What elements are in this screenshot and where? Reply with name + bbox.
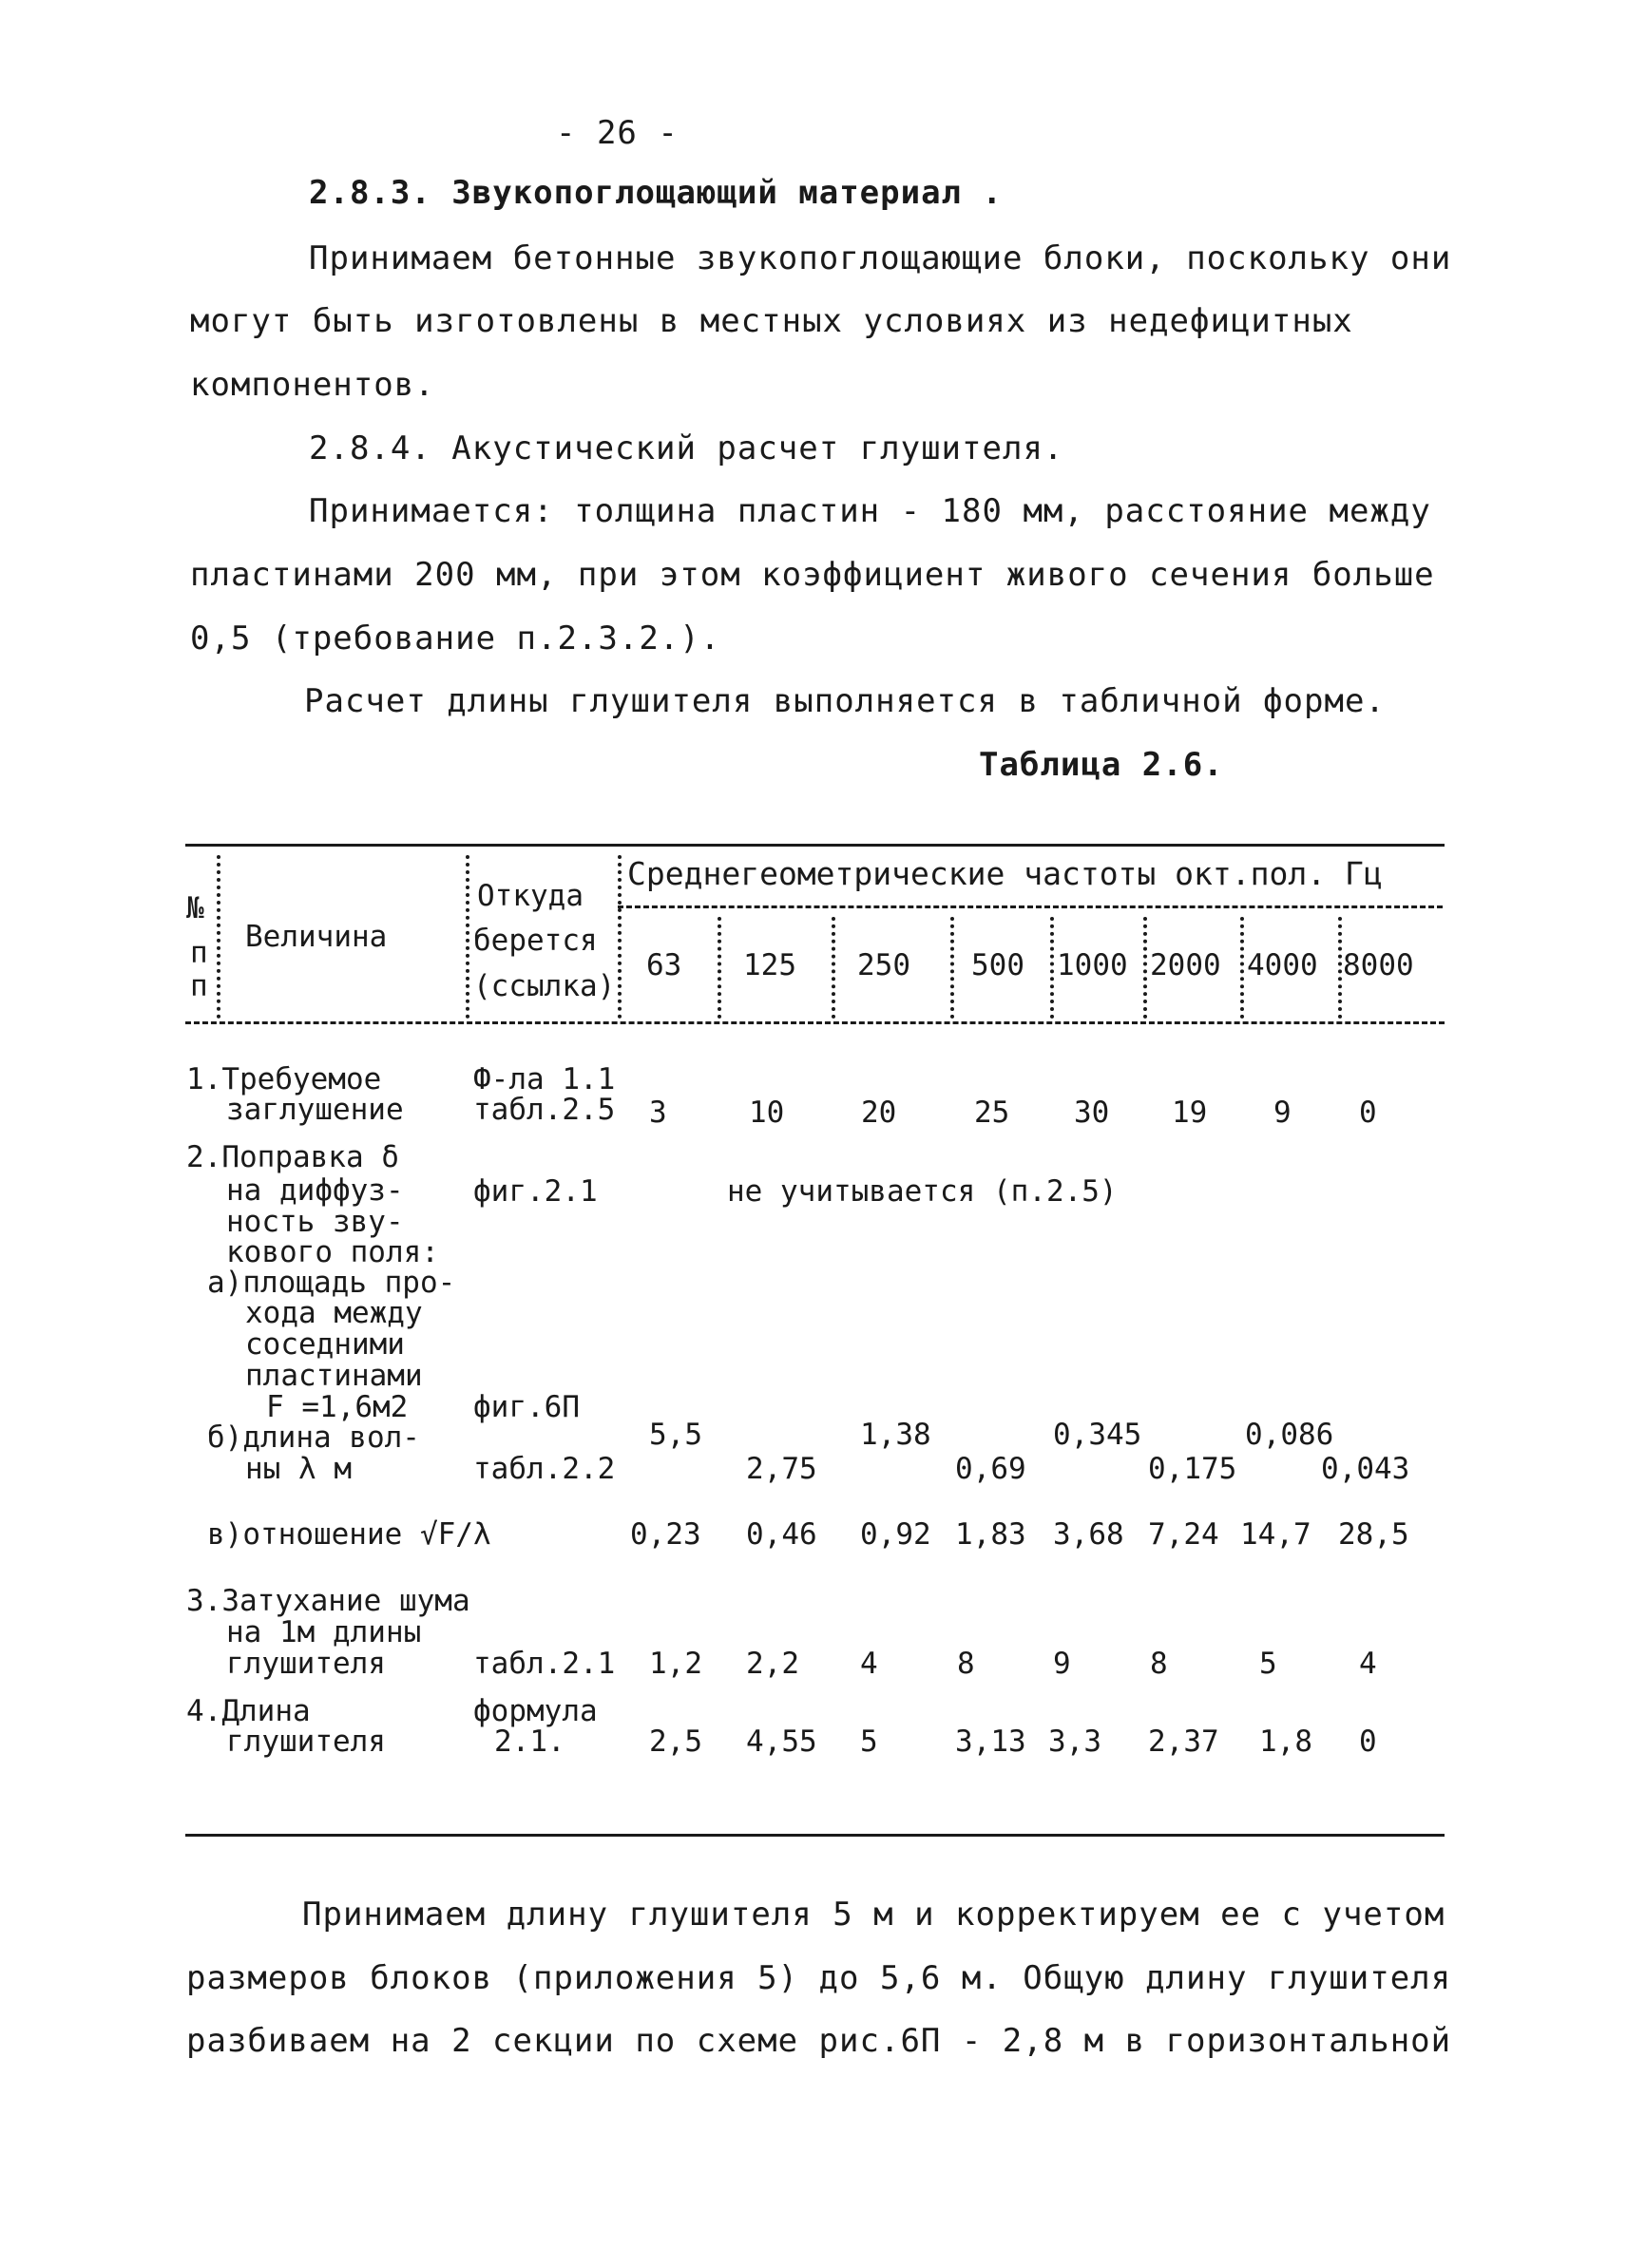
- row-label: глушителя: [226, 1647, 386, 1681]
- row-value: 3,3: [1048, 1725, 1101, 1759]
- row-value: 9: [1053, 1647, 1071, 1681]
- row-label: 4.Длина: [186, 1694, 311, 1728]
- header-source: (ссылка): [473, 969, 616, 1003]
- header-frequency-title: Среднегеометрические частоты окт.пол. Гц: [627, 855, 1383, 892]
- row-value: 5: [860, 1725, 878, 1759]
- header-freq: 2000: [1150, 948, 1221, 982]
- header-quantity: Величина: [245, 920, 388, 954]
- row-value: 1,38: [860, 1418, 931, 1452]
- table-caption: Таблица 2.6.: [979, 746, 1224, 784]
- row-label: заглушение: [226, 1093, 404, 1127]
- paragraph-line: разбиваем на 2 секции по схеме рис.6П - 2,8 м в горизонтальной: [186, 2022, 1452, 2060]
- row-source: табл.2.2: [473, 1452, 616, 1486]
- header-number: №: [186, 891, 204, 925]
- header-col-separator: [466, 855, 469, 1019]
- row-label: соседними: [245, 1327, 405, 1362]
- row-label: а)площадь про-: [207, 1266, 456, 1300]
- row-value: 8: [1150, 1647, 1168, 1681]
- row-value: 4: [860, 1647, 878, 1681]
- row-value: 0,043: [1321, 1452, 1410, 1486]
- row-source: 2.1.: [494, 1725, 565, 1759]
- table-top-rule: [185, 844, 1445, 847]
- header-col-separator: [618, 855, 622, 1019]
- header-freq: 1000: [1057, 948, 1128, 982]
- row-value: 19: [1172, 1096, 1208, 1130]
- row-value: 0,175: [1148, 1452, 1237, 1486]
- row-value: 28,5: [1338, 1517, 1409, 1552]
- header-col-separator: [832, 917, 835, 1019]
- row-value: 1,83: [955, 1517, 1026, 1552]
- row-value: 14,7: [1240, 1517, 1311, 1552]
- header-freq: 500: [971, 948, 1024, 982]
- header-col-separator: [1240, 917, 1244, 1019]
- row-label: глушителя: [226, 1725, 386, 1759]
- row-value: 3,68: [1053, 1517, 1124, 1552]
- row-source: фиг.6П: [473, 1390, 580, 1424]
- row-value: 2,37: [1148, 1725, 1219, 1759]
- paragraph-line: Расчет длины глушителя выполняется в табличной форме.: [304, 682, 1386, 720]
- row-value: 0,086: [1245, 1418, 1334, 1452]
- row-value: 4: [1359, 1647, 1377, 1681]
- page-number: - 26 -: [556, 114, 679, 152]
- row-value: 2,5: [649, 1725, 702, 1759]
- paragraph-line: 0,5 (требование п.2.3.2.).: [190, 619, 721, 658]
- row-value: 3,13: [955, 1725, 1026, 1759]
- row-label: в)отношение √F/λ: [207, 1517, 491, 1552]
- header-freq: 125: [743, 948, 796, 982]
- row-value: 2,75: [746, 1452, 817, 1486]
- header-source: берется: [473, 924, 598, 958]
- row-value: 7,24: [1148, 1517, 1219, 1552]
- paragraph-line: компонентов.: [190, 366, 435, 404]
- row-label: ны λ м: [245, 1452, 352, 1486]
- header-freq: 250: [857, 948, 910, 982]
- row-value: 0,345: [1053, 1418, 1142, 1452]
- row-value: 0: [1359, 1096, 1377, 1130]
- table-header-mid-rule: [618, 905, 1443, 908]
- table-bottom-rule: [185, 1834, 1445, 1837]
- header-col-separator: [1143, 917, 1147, 1019]
- row-label: пластинами: [245, 1359, 423, 1393]
- row-label: б)длина вол-: [207, 1420, 420, 1455]
- header-number: п: [190, 969, 208, 1003]
- row-label: ность зву-: [226, 1205, 404, 1239]
- paragraph-line: могут быть изготовлены в местных условиях из недефицитных: [190, 302, 1353, 340]
- row-label: 2.Поправка δ: [186, 1140, 399, 1174]
- paragraph-line: Принимается: толщина пластин - 180 мм, расстояние между: [309, 492, 1431, 530]
- row-label: на 1м длины: [226, 1615, 422, 1649]
- paragraph-line: Принимаем длину глушителя 5 м и корректируем ее с учетом: [302, 1896, 1445, 1934]
- row-source: фиг.2.1: [473, 1174, 598, 1209]
- row-label: на диффуз-: [226, 1173, 404, 1208]
- row-label: F =1,6м2: [266, 1390, 409, 1424]
- header-freq: 4000: [1247, 948, 1318, 982]
- header-col-separator: [950, 917, 954, 1019]
- paragraph-line: пластинами 200 мм, при этом коэффициент живого сечения больше: [190, 556, 1435, 594]
- row-label: хода между: [245, 1296, 423, 1330]
- row-value: 30: [1074, 1096, 1110, 1130]
- row-value: 0: [1359, 1725, 1377, 1759]
- row-value: 5,5: [649, 1418, 702, 1452]
- row-value: 5: [1259, 1647, 1277, 1681]
- row-value: 4,55: [746, 1725, 817, 1759]
- header-col-separator: [1338, 917, 1342, 1019]
- row-value: 0,46: [746, 1517, 817, 1552]
- section-heading-2-8-3: 2.8.3. Звукопоглощающий материал .: [309, 174, 1003, 212]
- header-source: Откуда: [477, 879, 584, 913]
- row-note: не учитывается (п.2.5): [727, 1174, 1118, 1209]
- row-value: 0,23: [630, 1517, 701, 1552]
- row-value: 0,69: [955, 1452, 1026, 1486]
- row-value: 3: [649, 1096, 667, 1130]
- row-value: 2,2: [746, 1647, 799, 1681]
- row-label: кового поля:: [226, 1235, 439, 1269]
- header-col-separator: [217, 855, 220, 1019]
- header-freq: 8000: [1343, 948, 1414, 982]
- row-value: 8: [957, 1647, 975, 1681]
- paragraph-line: Принимаем бетонные звукопоглощающие блоки, поскольку они: [309, 239, 1452, 277]
- row-source: Ф-ла 1.1: [473, 1062, 616, 1096]
- row-value: 9: [1273, 1096, 1292, 1130]
- header-col-separator: [1050, 917, 1054, 1019]
- header-col-separator: [718, 917, 721, 1019]
- header-number: п: [190, 936, 208, 970]
- section-heading-2-8-4: 2.8.4. Акустический расчет глушителя.: [309, 429, 1064, 467]
- row-label: 3.Затухание шума: [186, 1584, 470, 1618]
- row-value: 1,2: [649, 1647, 702, 1681]
- row-value: 20: [861, 1096, 897, 1130]
- row-value: 1,8: [1259, 1725, 1312, 1759]
- row-source: формула: [473, 1694, 598, 1728]
- row-source: табл.2.5: [473, 1093, 616, 1127]
- paragraph-line: размеров блоков (приложения 5) до 5,6 м. Общую длину глушителя: [186, 1959, 1452, 1997]
- row-source: табл.2.1: [473, 1647, 616, 1681]
- row-label: 1.Требуемое: [186, 1062, 382, 1096]
- table-header-bottom-rule: [185, 1021, 1445, 1024]
- row-value: 0,92: [860, 1517, 931, 1552]
- row-value: 25: [974, 1096, 1010, 1130]
- header-freq: 63: [646, 948, 682, 982]
- row-value: 10: [749, 1096, 785, 1130]
